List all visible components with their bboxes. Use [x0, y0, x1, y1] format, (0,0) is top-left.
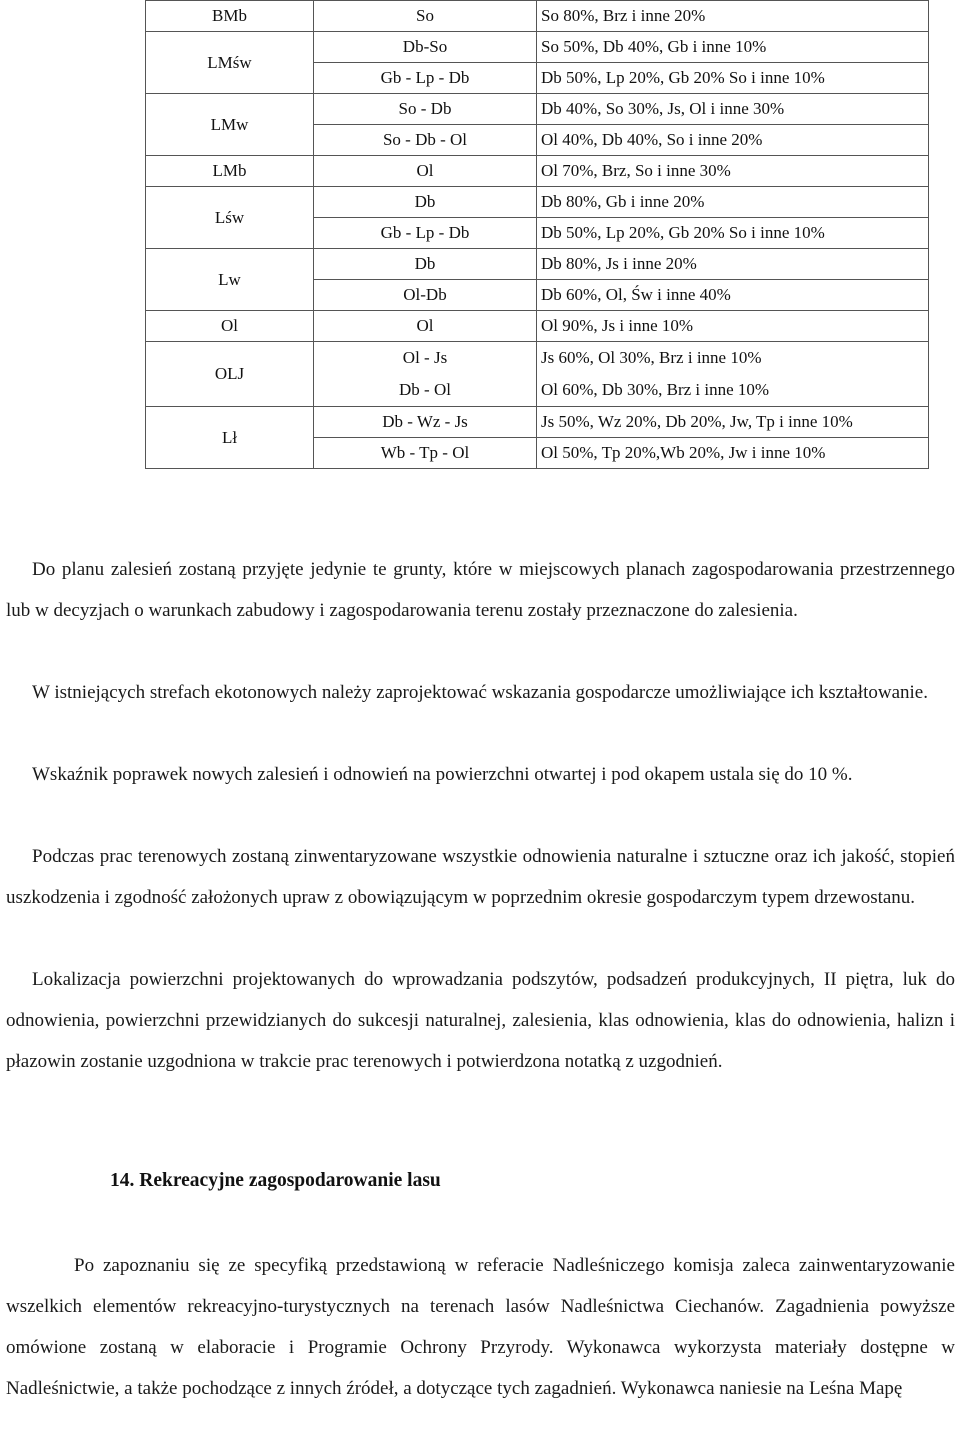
stand-type-cell: So - Db — [314, 94, 537, 125]
section-paragraph — [6, 1245, 955, 1409]
site-type-cell: Ol — [146, 311, 314, 342]
composition-cell: Db 60%, Ol, Św i inne 40% — [537, 280, 929, 311]
stand-type-line: Ol - Js — [402, 348, 448, 367]
table-row — [146, 94, 929, 125]
body-paragraph — [6, 549, 955, 631]
composition-cell: Ol 90%, Js i inne 10% — [537, 311, 929, 342]
table-row — [146, 342, 929, 407]
paragraph-text: Po zapoznaniu się ze specyfiką przedstawioną w referacie Nadleśniczego komisja zaleca zainwentaryzowanie wszelkich elementów rekreacyjno-turystycznych na terenach lasów Nadleśnictwa Ciechanów. Zagadnienia powyższe omówione zostaną w elaboracie i Programie Ochrony Przyrody. Wykonawca wykorzysta materiały dostępne w Nadleśnictwie, a także pochodzące z innych źródeł, a dotyczące tych zagadnień. Wykonawca naniesie na Leśna Mapę — [6, 1255, 955, 1399]
stand-type-cell: So - Db - Ol — [314, 125, 537, 156]
composition-cell: Db 50%, Lp 20%, Gb 20% So i inne 10% — [537, 63, 929, 94]
composition-cell: Db 80%, Js i inne 20% — [537, 249, 929, 280]
composition-cell — [537, 342, 929, 407]
stand-type-cell: Ol — [314, 156, 537, 187]
site-type-cell: LMśw — [146, 32, 314, 94]
stand-type-cell: Db-So — [314, 32, 537, 63]
table-row — [146, 311, 929, 342]
section-heading: 14. Rekreacyjne zagospodarowanie lasu — [110, 1170, 441, 1191]
composition-cell: Js 50%, Wz 20%, Db 20%, Jw, Tp i inne 10% — [537, 407, 929, 438]
stand-type-cell — [314, 342, 537, 407]
body-paragraph — [6, 959, 955, 1082]
site-type-cell: Lśw — [146, 187, 314, 249]
composition-cell: Ol 70%, Brz, So i inne 30% — [537, 156, 929, 187]
stand-type-cell: Ol-Db — [314, 280, 537, 311]
site-type-cell: LMw — [146, 94, 314, 156]
body-paragraph — [6, 672, 955, 713]
stand-type-cell: Wb - Tp - Ol — [314, 438, 537, 469]
table-row — [146, 249, 929, 280]
site-type-cell: Lw — [146, 249, 314, 311]
composition-line: Js 60%, Ol 30%, Brz i inne 10% — [541, 348, 762, 367]
stand-type-cell: Gb - Lp - Db — [314, 218, 537, 249]
table-row — [146, 187, 929, 218]
composition-cell: Db 50%, Lp 20%, Gb 20% So i inne 10% — [537, 218, 929, 249]
paragraph-text: Lokalizacja powierzchni projektowanych do wprowadzania podszytów, podsadzeń produkcyjnych, II piętra, luk do odnowienia, powierzchni przewidzianych do sukcesji naturalnej, zalesienia, klas odnowienia, klas do odnowienia, halizn i płazowin zostanie uzgodniona w trakcie prac terenowych i potwierdzona notatką z uzgodnień. — [6, 969, 955, 1072]
forest-type-table — [145, 0, 929, 469]
composition-cell: So 80%, Brz i inne 20% — [537, 1, 929, 32]
stand-type-cell: So — [314, 1, 537, 32]
site-type-cell: BMb — [146, 1, 314, 32]
stand-type-cell: Db — [314, 249, 537, 280]
composition-cell: Db 80%, Gb i inne 20% — [537, 187, 929, 218]
table-row — [146, 407, 929, 438]
composition-line: Ol 60%, Db 30%, Brz i inne 10% — [541, 380, 770, 399]
paragraph-text: Do planu zalesień zostaną przyjęte jedynie te grunty, które w miejscowych planach zagospodarowania przestrzennego lub w decyzjach o warunkach zabudowy i zagospodarowania terenu zostały przeznaczone do zalesienia. — [6, 559, 955, 621]
composition-cell: Ol 50%, Tp 20%,Wb 20%, Jw i inne 10% — [537, 438, 929, 469]
site-type-cell: Lł — [146, 407, 314, 469]
stand-type-cell: Db — [314, 187, 537, 218]
paragraph-text: W istniejących strefach ekotonowych należy zaprojektować wskazania gospodarcze umożliwiające ich kształtowanie. — [32, 682, 928, 703]
stand-type-line: Db - Ol — [399, 380, 451, 399]
paragraph-text: Wskaźnik poprawek nowych zalesień i odnowień na powierzchni otwartej i pod okapem ustala się do 10 %. — [32, 764, 853, 785]
table-row — [146, 156, 929, 187]
body-paragraph — [6, 836, 955, 918]
composition-cell: Db 40%, So 30%, Js, Ol i inne 30% — [537, 94, 929, 125]
stand-type-cell: Gb - Lp - Db — [314, 63, 537, 94]
table-row — [146, 32, 929, 63]
composition-cell: So 50%, Db 40%, Gb i inne 10% — [537, 32, 929, 63]
composition-cell: Ol 40%, Db 40%, So i inne 20% — [537, 125, 929, 156]
stand-type-cell: Db - Wz - Js — [314, 407, 537, 438]
body-paragraph — [6, 754, 955, 795]
site-type-cell: OLJ — [146, 342, 314, 407]
paragraph-text: Podczas prac terenowych zostaną zinwentaryzowane wszystkie odnowienia naturalne i sztuczne oraz ich jakość, stopień uszkodzenia i zgodność założonych upraw z obowiązującym w poprzednim okresie gospodarczym typem drzewostanu. — [6, 846, 955, 908]
site-type-cell: LMb — [146, 156, 314, 187]
table-row — [146, 1, 929, 32]
stand-type-cell: Ol — [314, 311, 537, 342]
table-body — [146, 1, 929, 469]
